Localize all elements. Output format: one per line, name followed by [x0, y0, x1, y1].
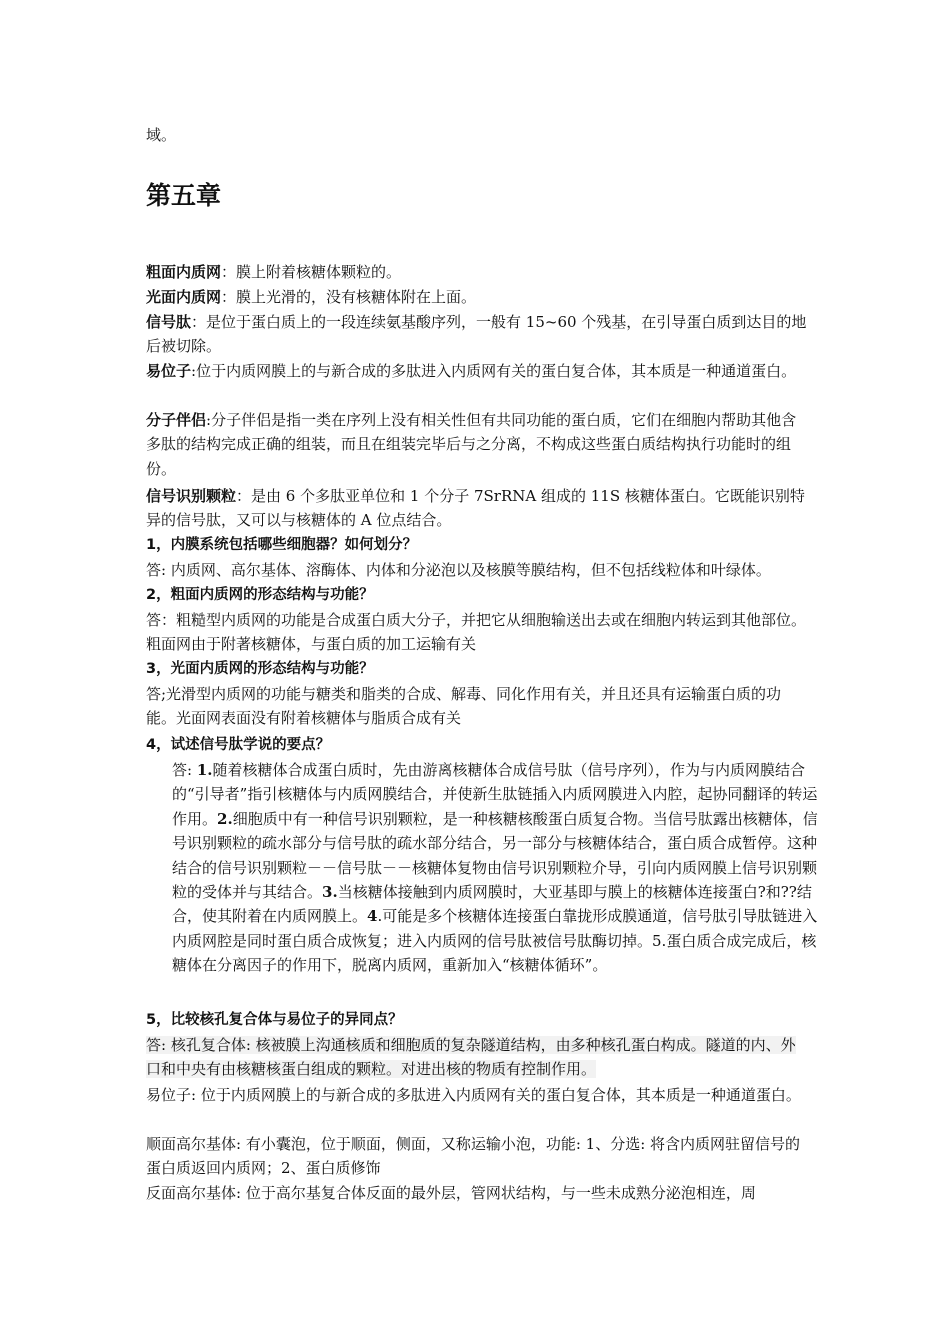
- point-number: 3.: [322, 883, 338, 902]
- definition-text: 膜上附着核糖体颗粒的。: [236, 263, 402, 281]
- definition-translocon: [146, 359, 810, 383]
- question-5: 5，比较核孔复合体与易位子的异同点？: [146, 1012, 403, 1028]
- answer-5-translocon: 易位子: 位于内质网膜上的与新合成的多肽进入内质网有关的蛋白复合体，其本质是一种通道蛋白。: [146, 1086, 801, 1104]
- question-2: 2，粗面内质网的形态结构与功能？: [146, 587, 374, 603]
- definition-sep: :: [206, 411, 212, 429]
- definition-sep: :: [191, 362, 197, 380]
- definition-rough-er: [146, 260, 810, 284]
- point-number: 1.: [196, 761, 213, 779]
- point-text: 随着核糖体合成蛋白质时，先由游离核糖体合成信号肽（信号序列），作为与内质网膜结合的“引导者”指引核糖体与内质网膜结合，并使新生肽链插入内质网膜进入内腔，起协同翻译的转运作用。: [172, 761, 818, 828]
- question-3: 3，光面内质网的形态结构与功能？: [146, 661, 374, 677]
- definition-term: 粗面内质网: [146, 263, 222, 281]
- definition-smooth-er: [146, 285, 810, 309]
- answer-3: 答;光滑型内质网的功能与糖类和脂类的合成、解毒、同化作用有关，并且还具有运输蛋白质的功能。光面网表面没有附着核糖体与脂质合成有关: [146, 685, 782, 728]
- definition-text: 膜上光滑的，没有核糖体附在上面。: [236, 288, 477, 306]
- definition-term: 信号肽: [146, 313, 192, 331]
- point-number: 4: [367, 907, 378, 926]
- point-text: 当核糖体接触到内质网膜时，大亚基即与膜上的核糖体连接蛋白?和??结合，使其附着在内质网膜上。: [172, 883, 812, 926]
- answer-5-pore: [146, 1033, 810, 1082]
- definition-sep: ：: [236, 487, 252, 505]
- definition-text: 是由 6 个多肽亚单位和 1 个分子 7SrRNA 组成的 11S 核糖体蛋白。它既能识别特异的信号肽，又可以与核糖体的 A 位点结合。: [146, 487, 805, 530]
- point-number: 2.: [217, 809, 233, 828]
- definition-term: 信号识别颗粒: [146, 487, 237, 505]
- definition-sep: ：: [221, 288, 237, 306]
- definition-term: 光面内质网: [146, 288, 222, 306]
- answer-1: 答: 内质网、高尔基体、溶酶体、内体和分泌泡以及核膜等膜结构，但不包括线粒体和叶绿体。: [146, 561, 771, 579]
- trans-golgi-text: 反面高尔基体: 位于高尔基复合体反面的最外层，管网状结构，与一些未成熟分泌泡相连，周: [146, 1184, 756, 1202]
- definition-term: 易位子: [146, 362, 192, 380]
- answer-prefix: 答:: [172, 761, 197, 779]
- definition-term: 分子伴侣: [146, 411, 207, 429]
- definition-signal-peptide: [146, 310, 810, 359]
- highlighted-text: 答: 核孔复合体: 核被膜上沟通核质和细胞质的复杂隧道结构，由多种核孔蛋白构成。隧道的内、外口和中央有由核糖核蛋白组成的颗粒。对进出核的物质有控制作用。: [146, 1036, 796, 1079]
- definition-text: 是位于蛋白质上的一段连续氨基酸序列，一般有 15~60 个残基，在引导蛋白质到达目的地后被切除。: [146, 313, 807, 356]
- chapter-title: 第五章: [146, 181, 222, 210]
- continuation-text: 域。: [146, 126, 177, 144]
- point-text: .可能是多个核糖体连接蛋白靠拢形成膜通道，信号肽引导肽链进入内质网腔是同时蛋白质合成恢复；进入内质网的信号肽被信号肽酶切掉。5.蛋白质合成完成后，核糖体在分离因子的作用下，脱离内质网，重新加入“核糖体循环”。: [172, 907, 818, 975]
- question-1: 1，内膜系统包括哪些细胞器？如何划分？: [146, 537, 418, 553]
- definition-text: 位于内质网膜上的与新合成的多肽进入内质网有关的蛋白复合体，其本质是一种通道蛋白。: [196, 362, 797, 380]
- answer-4: [172, 758, 818, 978]
- definition-sep: ：: [191, 313, 207, 331]
- definition-text: 分子伴侣是指一类在序列上没有相关性但有共同功能的蛋白质，它们在细胞内帮助其他含多肽的结构完成正确的组装，而且在组装完毕后与之分离，不构成这些蛋白质结构执行功能时的组份。: [146, 411, 797, 478]
- point-text: 细胞质中有一种信号识别颗粒，是一种核糖核酸蛋白质复合物。当信号肽露出核糖体，信号识别颗粒的疏水部分与信号肽的疏水部分结合，另一部分与核糖体结合，蛋白质合成暂停。这种结合的信号识别颗粒－－信号肽－－核糖体复物由信号识别颗粒介导，引向内质网膜上信号识别颗粒的受体并与其结合。: [172, 809, 818, 902]
- definition-srp: [146, 484, 810, 533]
- answer-2: 答：粗糙型内质网的功能是合成蛋白质大分子，并把它从细胞输送出去或在细胞内转运到其他部位。粗面网由于附著核糖体，与蛋白质的加工运输有关: [146, 611, 807, 654]
- cis-golgi-text: 顺面高尔基体: 有小囊泡，位于顺面，侧面，又称运输小泡，功能: 1、分选: 将含内质网驻留信号的蛋白质返回内质网；2、蛋白质修饰: [146, 1135, 801, 1178]
- definition-sep: ：: [221, 263, 237, 281]
- question-4: 4，试述信号肽学说的要点？: [146, 737, 331, 753]
- definition-chaperone: [146, 408, 810, 481]
